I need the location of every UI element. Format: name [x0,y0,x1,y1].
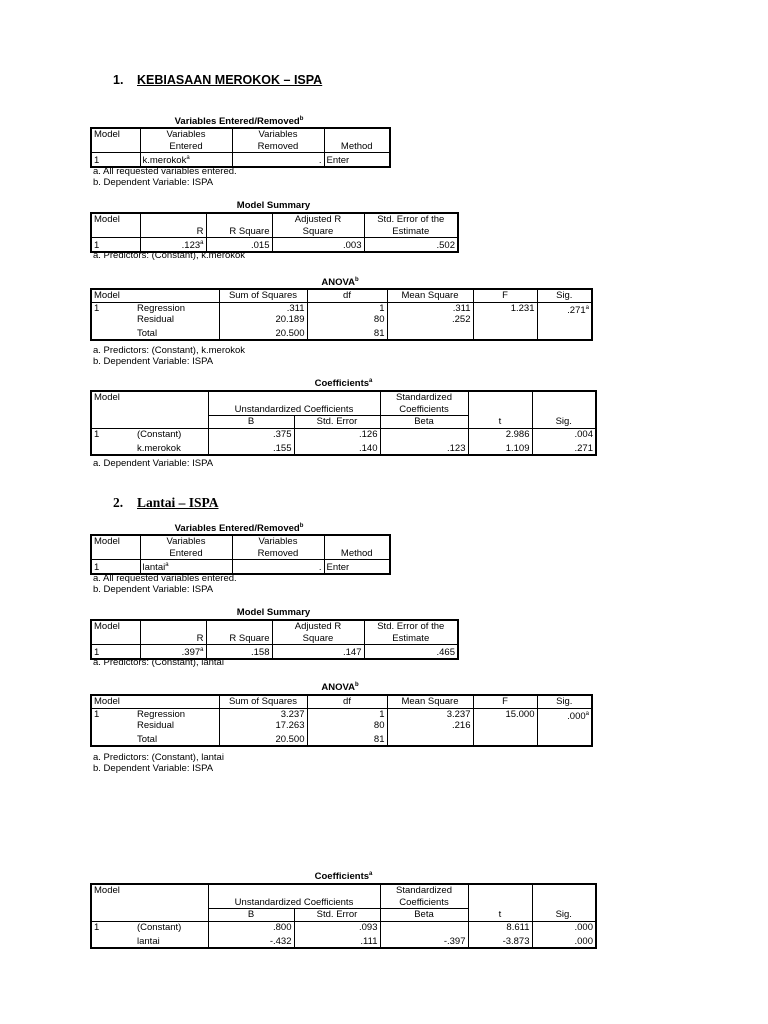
coefficients-table [90,883,597,949]
df-cell [307,708,387,731]
header-entered: Variables Entered [140,535,232,560]
t-cell: 2.986 [468,428,532,440]
value: 3.237 [446,708,471,720]
anova-table-title [90,682,590,693]
variables-entered-table [90,127,391,168]
df-cell [307,302,387,325]
footnote-mark: b [299,523,304,529]
value: .216 [452,719,471,731]
note: b. Dependent Variable: ISPA [93,584,214,595]
table-row [91,708,592,731]
header-t: t [468,391,532,428]
header-r-square: R Square [206,213,272,238]
model-cell: 1 [91,153,140,168]
beta-cell [380,428,468,440]
sig-cell: .000 [532,933,596,948]
total-df-cell: 81 [307,731,387,746]
table-row [91,731,592,746]
coefficients-table [90,390,597,456]
header-b: B [208,416,294,429]
row-label: (Constant) [135,921,208,933]
value: 3.237 [280,708,305,720]
note: b. Dependent Variable: ISPA [93,763,214,774]
value: .271 [567,304,586,316]
row-labels [135,708,219,731]
value: 80 [373,719,385,731]
header-t: t [468,884,532,921]
value: 17.263 [275,719,305,731]
std-error-cell: .465 [364,645,458,660]
model-cell: 1 [91,302,135,325]
f-cell: 1.231 [473,302,537,325]
header-model: Model [91,128,140,153]
table-notes [93,657,224,668]
model-cell: 1 [91,428,135,440]
footnote-mark: a [186,155,190,161]
coefficients-table-title [90,378,597,389]
value: .311 [452,302,471,314]
header-sig: Sig. [532,884,596,921]
header-f: F [473,289,537,302]
value: .000 [567,710,586,722]
header-sig: Sig. [537,289,592,302]
header-method: Method [324,128,390,153]
std-error-cell: .126 [294,428,380,440]
header-sig: Sig. [537,695,592,708]
header-r-square: R Square [206,620,272,645]
t-cell: 8.611 [468,921,532,933]
anova-table [90,288,593,341]
entered-value: lantai [142,562,166,574]
footnote-mark: a [200,240,204,246]
header-model: Model [91,535,140,560]
header-model: Model [91,620,140,645]
model-summary-table [90,212,459,253]
header-r: R [140,213,206,238]
table-row [91,302,592,325]
coef-title-text: Coefficients [314,378,370,390]
footnote-mark: a [369,871,373,877]
sig-cell: .004 [532,428,596,440]
row-label-regression: Regression [137,302,186,314]
header-f: F [473,695,537,708]
note: a. Dependent Variable: ISPA [93,458,214,469]
sig-cell [537,302,592,325]
removed-cell: . [232,560,324,575]
ver-table-title [90,116,388,127]
value: 1 [379,708,385,720]
row-label-total: Total [135,325,219,340]
table-notes [93,458,213,469]
ver-title-text: Variables Entered/Removed [174,116,300,128]
header-model: Model [91,391,208,428]
std-error-cell: .093 [294,921,380,933]
sig-cell [537,708,592,731]
b-cell: .800 [208,921,294,933]
removed-cell: . [232,153,324,168]
summary-table-title: Model Summary [236,607,311,618]
header-removed: Variables Removed [232,128,324,153]
model-cell-blank [91,440,135,455]
footnote-mark: b [299,116,304,122]
note: b. Dependent Variable: ISPA [93,177,214,188]
entered-cell [140,153,232,168]
model-cell: 1 [91,708,135,731]
header-model: Model [91,289,219,302]
value: .252 [452,313,471,325]
header-model: Model [91,213,140,238]
std-error-cell: .111 [294,933,380,948]
header-method: Method [324,535,390,560]
value: 20.189 [275,313,305,325]
model-cell-blank [91,731,135,746]
footnote-mark: a [585,710,589,717]
blank-cell [387,325,473,340]
anova-table [90,694,593,747]
model-cell: 1 [91,560,140,575]
header-model: Model [91,884,208,921]
note: a. All requested variables entered. [93,573,237,584]
mean-square-cell [387,708,473,731]
std-error-cell: .140 [294,440,380,455]
adjusted-r-square-cell: .147 [272,645,364,660]
blank-cell [387,731,473,746]
sum-of-squares-cell [219,708,307,731]
blank-cell [537,731,592,746]
anova-title-text: ANOVA [321,682,355,694]
total-df-cell: 81 [307,325,387,340]
header-model: Model [91,695,219,708]
f-cell: 15.000 [473,708,537,731]
total-ss-cell: 20.500 [219,325,307,340]
beta-cell: -.397 [380,933,468,948]
row-label-residual: Residual [137,313,174,325]
header-beta: Beta [380,909,468,922]
header-entered: Variables Entered [140,128,232,153]
header-std-error: Std. Error of the Estimate [364,213,458,238]
model-cell: 1 [91,238,140,253]
header-adjusted-r-square: Adjusted R Square [272,620,364,645]
note: a. Predictors: (Constant), k.merokok [93,250,246,261]
entered-value: k.merokok [142,155,187,167]
section-2-heading [113,495,219,511]
header-df: df [307,289,387,302]
variables-entered-table [90,534,391,575]
entered-cell [140,560,232,575]
t-cell: -3.873 [468,933,532,948]
coef-title-text: Coefficients [314,871,370,883]
ver-title-text: Variables Entered/Removed [174,523,300,535]
header-removed: Variables Removed [232,535,324,560]
model-cell: 1 [91,921,135,933]
beta-cell [380,921,468,933]
b-cell: -.432 [208,933,294,948]
header-r: R [140,620,206,645]
method-cell: Enter [324,560,390,575]
header-standardized: Standardized Coefficients [380,391,468,416]
header-sig: Sig. [532,391,596,428]
std-error-cell: .502 [364,238,458,253]
section-title: Lantai – ISPA [137,495,219,510]
b-cell: .155 [208,440,294,455]
r-value: .397 [181,647,201,659]
model-cell-blank [91,325,135,340]
header-unstandardized: Unstandardized Coefficients [208,391,380,416]
sig-cell: .000 [532,921,596,933]
row-label: (Constant) [135,428,208,440]
table-notes [93,345,245,367]
note: a. All requested variables entered. [93,166,237,177]
r-value: .123 [181,240,201,252]
beta-cell: .123 [380,440,468,455]
summary-table-title: Model Summary [236,200,311,211]
blank-cell [537,325,592,340]
row-label: lantai [135,933,208,948]
table-notes [93,250,245,261]
row-label-regression: Regression [137,708,186,720]
method-cell: Enter [324,153,390,168]
footnote-mark: a [585,304,589,311]
total-ss-cell: 20.500 [219,731,307,746]
header-beta: Beta [380,416,468,429]
r-square-cell: .015 [206,238,272,253]
table-row [91,560,390,575]
table-row [91,428,596,440]
footnote-mark: a [369,378,373,384]
header-std-error: Std. Error of the Estimate [364,620,458,645]
header-sum-of-squares: Sum of Squares [219,695,307,708]
section-1-heading [113,73,322,87]
table-row [91,153,390,168]
model-cell-blank [91,933,135,948]
value: 1 [379,302,385,314]
header-adjusted-r-square: Adjusted R Square [272,213,364,238]
anova-title-text: ANOVA [321,277,355,289]
note: b. Dependent Variable: ISPA [93,356,214,367]
footnote-mark: b [354,277,359,283]
ver-table-title [90,523,388,534]
coefficients-table-title [90,871,597,882]
b-cell: .375 [208,428,294,440]
table-notes [93,573,237,595]
table-row [91,921,596,933]
note: a. Predictors: (Constant), lantai [93,752,224,763]
r-square-cell: .158 [206,645,272,660]
anova-table-title [90,277,590,288]
table-row [91,440,596,455]
value: 80 [373,313,385,325]
note: a. Predictors: (Constant), k.merokok [93,345,246,356]
header-mean-square: Mean Square [387,289,473,302]
table-row [91,325,592,340]
header-std-error: Std. Error [294,416,380,429]
row-labels [135,302,219,325]
mean-square-cell [387,302,473,325]
note: a. Predictors: (Constant), lantai [93,657,224,668]
row-label: k.merokok [135,440,208,455]
row-label-residual: Residual [137,719,174,731]
value: .311 [286,302,305,314]
header-df: df [307,695,387,708]
header-std-error: Std. Error [294,909,380,922]
section-number: 1. [113,73,124,87]
row-label-total: Total [135,731,219,746]
adjusted-r-square-cell: .003 [272,238,364,253]
footnote-mark: a [200,647,204,653]
blank-cell [473,325,537,340]
header-b: B [208,909,294,922]
model-summary-table [90,619,459,660]
footnote-mark: b [354,682,359,688]
table-row [91,933,596,948]
header-standardized: Standardized Coefficients [380,884,468,909]
sig-cell: .271 [532,440,596,455]
model-cell: 1 [91,645,140,660]
section-title: KEBIASAAN MEROKOK – ISPA [137,73,323,87]
sum-of-squares-cell [219,302,307,325]
section-number: 2. [113,495,124,510]
header-mean-square: Mean Square [387,695,473,708]
header-unstandardized: Unstandardized Coefficients [208,884,380,909]
footnote-mark: a [165,562,169,568]
blank-cell [473,731,537,746]
table-notes [93,752,224,774]
header-sum-of-squares: Sum of Squares [219,289,307,302]
table-notes [93,166,237,188]
t-cell: 1.109 [468,440,532,455]
